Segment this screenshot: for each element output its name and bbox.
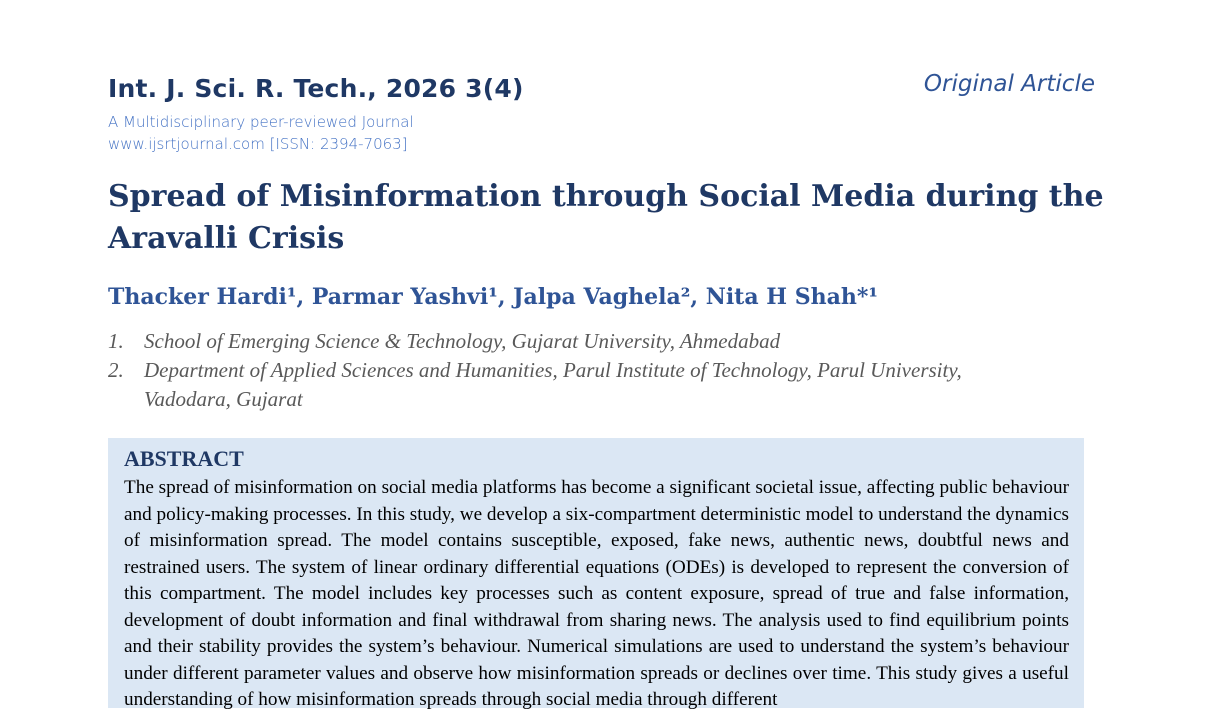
affiliation-item bbox=[108, 327, 1028, 356]
affiliation-number: 1. bbox=[108, 329, 124, 353]
journal-subtitle: A Multidisciplinary peer-reviewed Journal bbox=[108, 113, 414, 131]
affiliation-number: 2. bbox=[108, 358, 124, 382]
author-list: Thacker Hardi¹, Parmar Yashvi¹, Jalpa Vaghela², Nita H Shah*¹ bbox=[108, 284, 878, 310]
article-type-label: Original Article bbox=[923, 71, 1095, 97]
journal-name: Int. J. Sci. R. Tech., 2026 3(4) bbox=[108, 74, 524, 103]
journal-website-issn: www.ijsrtjournal.com [ISSN: 2394-7063] bbox=[108, 135, 408, 153]
abstract-body: The spread of misinformation on social media platforms has become a significant societal issue, affecting public behaviour and policy-making processes. In this study, we develop a six-compartment deterministic model to understand the dynamics of misinformation spread. The model contains susceptible, exposed, fake news, authentic news, doubtful news and restrained users. The system of linear ordinary differential equations (ODEs) is developed to represent the conversion of this compartment. The model includes key processes such as content exposure, spread of true and false information, development of doubt information and final withdrawal from sharing news. The analysis used to find equilibrium points and their stability provides the system’s behaviour. Numerical simulations are used to understand the system’s behaviour under different parameter values and observe how misinformation spreads or declines over time. This study gives a useful understanding of how misinformation spreads through social media through different bbox=[124, 477, 1069, 710]
affiliation-text: School of Emerging Science & Technology, Gujarat University, Ahmedabad bbox=[144, 329, 781, 353]
affiliation-text: Department of Applied Sciences and Humanities, Parul Institute of Technology, Parul University, Vadodara, Gujarat bbox=[144, 358, 962, 411]
affiliation-item bbox=[108, 356, 1028, 414]
abstract-section bbox=[108, 438, 1084, 708]
abstract-heading: ABSTRACT bbox=[124, 446, 244, 471]
article-title: Spread of Misinformation through Social Media during the Aravalli Crisis bbox=[108, 179, 1104, 256]
